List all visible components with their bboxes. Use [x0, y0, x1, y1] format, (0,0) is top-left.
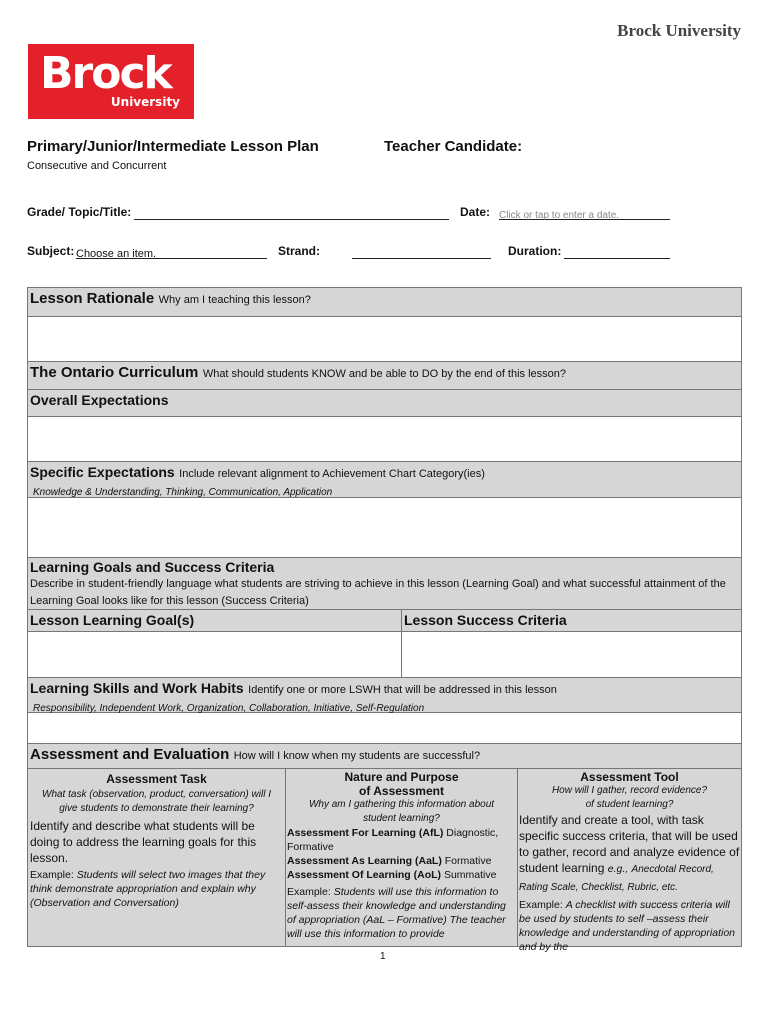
goals-criteria-inputs [28, 632, 741, 678]
assessment-task-example-label: Example: [30, 869, 74, 881]
assessment-tool-description: Identify and create a tool, with task specific success criteria, that will be used to gather, record and analyze evidence of student learning [519, 813, 740, 875]
specific-expectations-input[interactable] [28, 498, 741, 558]
specific-expectations-prompt: Include relevant alignment to Achievement Chart Category(ies) [179, 468, 485, 480]
curriculum-header [28, 362, 741, 390]
grade-topic-label: Grade/ Topic/Title: [27, 205, 132, 219]
nature-purpose-title-line2: of Assessment [359, 784, 444, 798]
lswh-header [28, 678, 741, 713]
assessment-task-column[interactable] [28, 769, 285, 946]
duration-label: Duration: [508, 244, 562, 258]
learning-goals-description: Describe in student-friendly language what students are striving to achieve in this lesson (Learning Goal) and what successful attainment of the Learning Goal looks like for this lesson (Success Criteria) [30, 578, 726, 607]
assessment-task-description: Identify and describe what students will be doing to address the learning goals for this lesson. [30, 819, 257, 865]
lesson-plan-table [27, 287, 742, 953]
learning-goals-header [28, 558, 741, 610]
assessment-task-question: What task (observation, product, conversation) will I give students to demonstrate their learning? [42, 789, 271, 814]
specific-expectations-categories: Knowledge & Understanding, Thinking, Communication, Application [33, 487, 333, 498]
nature-purpose-question: Why am I gathering this information about student learning? [308, 799, 495, 824]
rationale-prompt: Why am I teaching this lesson? [158, 294, 311, 306]
curriculum-title: The Ontario Curriculum [30, 364, 199, 381]
assessment-tool-example: A checklist with success criteria will be used by students to self –assess their knowledge and understanding of appropriation and by the [519, 899, 735, 953]
aal-label: Assessment As Learning (AaL) [287, 855, 442, 867]
rationale-title: Lesson Rationale [30, 290, 155, 307]
assessment-task-example: Students will select two images that they think demonstrate appropriation and explain why (Observation and Conversation) [30, 869, 266, 909]
subject-dropdown[interactable] [76, 244, 267, 259]
nature-purpose-column[interactable] [286, 769, 517, 946]
lswh-prompt: Identify one or more LSWH that will be addressed in this lesson [248, 684, 557, 696]
date-label: Date: [460, 205, 491, 219]
assessment-title: Assessment and Evaluation [30, 746, 230, 763]
success-criteria-input[interactable] [402, 632, 741, 677]
assessment-tool-eg: e.g., [607, 863, 629, 875]
nature-example-label: Example: [287, 886, 331, 898]
teacher-candidate-label: Teacher Candidate: [384, 138, 523, 155]
header-university-name: Brock University [617, 21, 741, 40]
success-criteria-column-title: Lesson Success Criteria [404, 612, 567, 628]
overall-expectations-title: Overall Expectations [30, 392, 169, 408]
afl-value: Diagnostic, Formative [287, 827, 499, 853]
page-number: 1 [380, 951, 386, 962]
date-placeholder: Click or tap to enter a date. [499, 210, 620, 221]
assessment-tool-question-1: How will I gather, record evidence? [551, 785, 708, 796]
rationale-header [28, 288, 741, 317]
learning-goals-title: Learning Goals and Success Criteria [30, 559, 275, 575]
rationale-input[interactable] [28, 317, 741, 362]
assessment-header [28, 744, 741, 769]
strand-field[interactable] [352, 244, 491, 259]
learning-goal-column-title: Lesson Learning Goal(s) [30, 612, 195, 628]
subject-label: Subject: [27, 244, 75, 258]
document-subtitle: Consecutive and Concurrent [27, 160, 167, 172]
brock-logo [28, 44, 194, 119]
assessment-task-title: Assessment Task [106, 772, 207, 786]
specific-expectations-title: Specific Expectations [30, 464, 175, 480]
logo-subtext: University [110, 95, 180, 109]
assessment-tool-title: Assessment Tool [580, 770, 679, 784]
lswh-title: Learning Skills and Work Habits [30, 680, 244, 696]
curriculum-prompt: What should students KNOW and be able to DO by the end of this lesson? [202, 368, 567, 380]
grade-topic-field[interactable] [134, 205, 449, 220]
assessment-tool-column[interactable] [518, 769, 741, 953]
lswh-list: Responsibility, Independent Work, Organization, Collaboration, Initiative, Self-Regulation [33, 703, 425, 714]
assessment-tool-list: Anecdotal Record, Rating Scale, Checklist, Rubric, etc. [519, 864, 714, 893]
aol-label: Assessment Of Learning (AoL) [287, 869, 442, 881]
assessment-tool-example-label: Example: [519, 899, 563, 911]
strand-label: Strand: [278, 244, 320, 258]
overall-expectations-header [28, 390, 741, 417]
overall-expectations-input[interactable] [28, 417, 741, 462]
nature-example: Students will use this information to self-assess their knowledge and understanding of appropriation (AaL – Formative) The teacher will use this information to provide [287, 886, 506, 940]
subject-value: Choose an item. [76, 248, 157, 260]
document-title: Primary/Junior/Intermediate Lesson Plan [27, 138, 319, 155]
logo-wordmark: Brock [40, 48, 171, 99]
learning-goal-input[interactable] [28, 632, 401, 677]
nature-purpose-title-line1: Nature and Purpose [344, 770, 459, 784]
afl-label: Assessment For Learning (AfL) [287, 827, 444, 839]
goals-criteria-header [28, 610, 741, 632]
aal-value: Formative [444, 855, 492, 867]
duration-field[interactable] [564, 244, 670, 259]
date-field[interactable] [499, 205, 670, 220]
assessment-tool-question-2: of student learning? [585, 799, 674, 810]
assessment-prompt: How will I know when my students are successful? [233, 750, 481, 762]
specific-expectations-header [28, 462, 741, 498]
assessment-columns [28, 769, 741, 953]
aol-value: Summative [443, 869, 497, 881]
lswh-input[interactable] [28, 713, 741, 744]
